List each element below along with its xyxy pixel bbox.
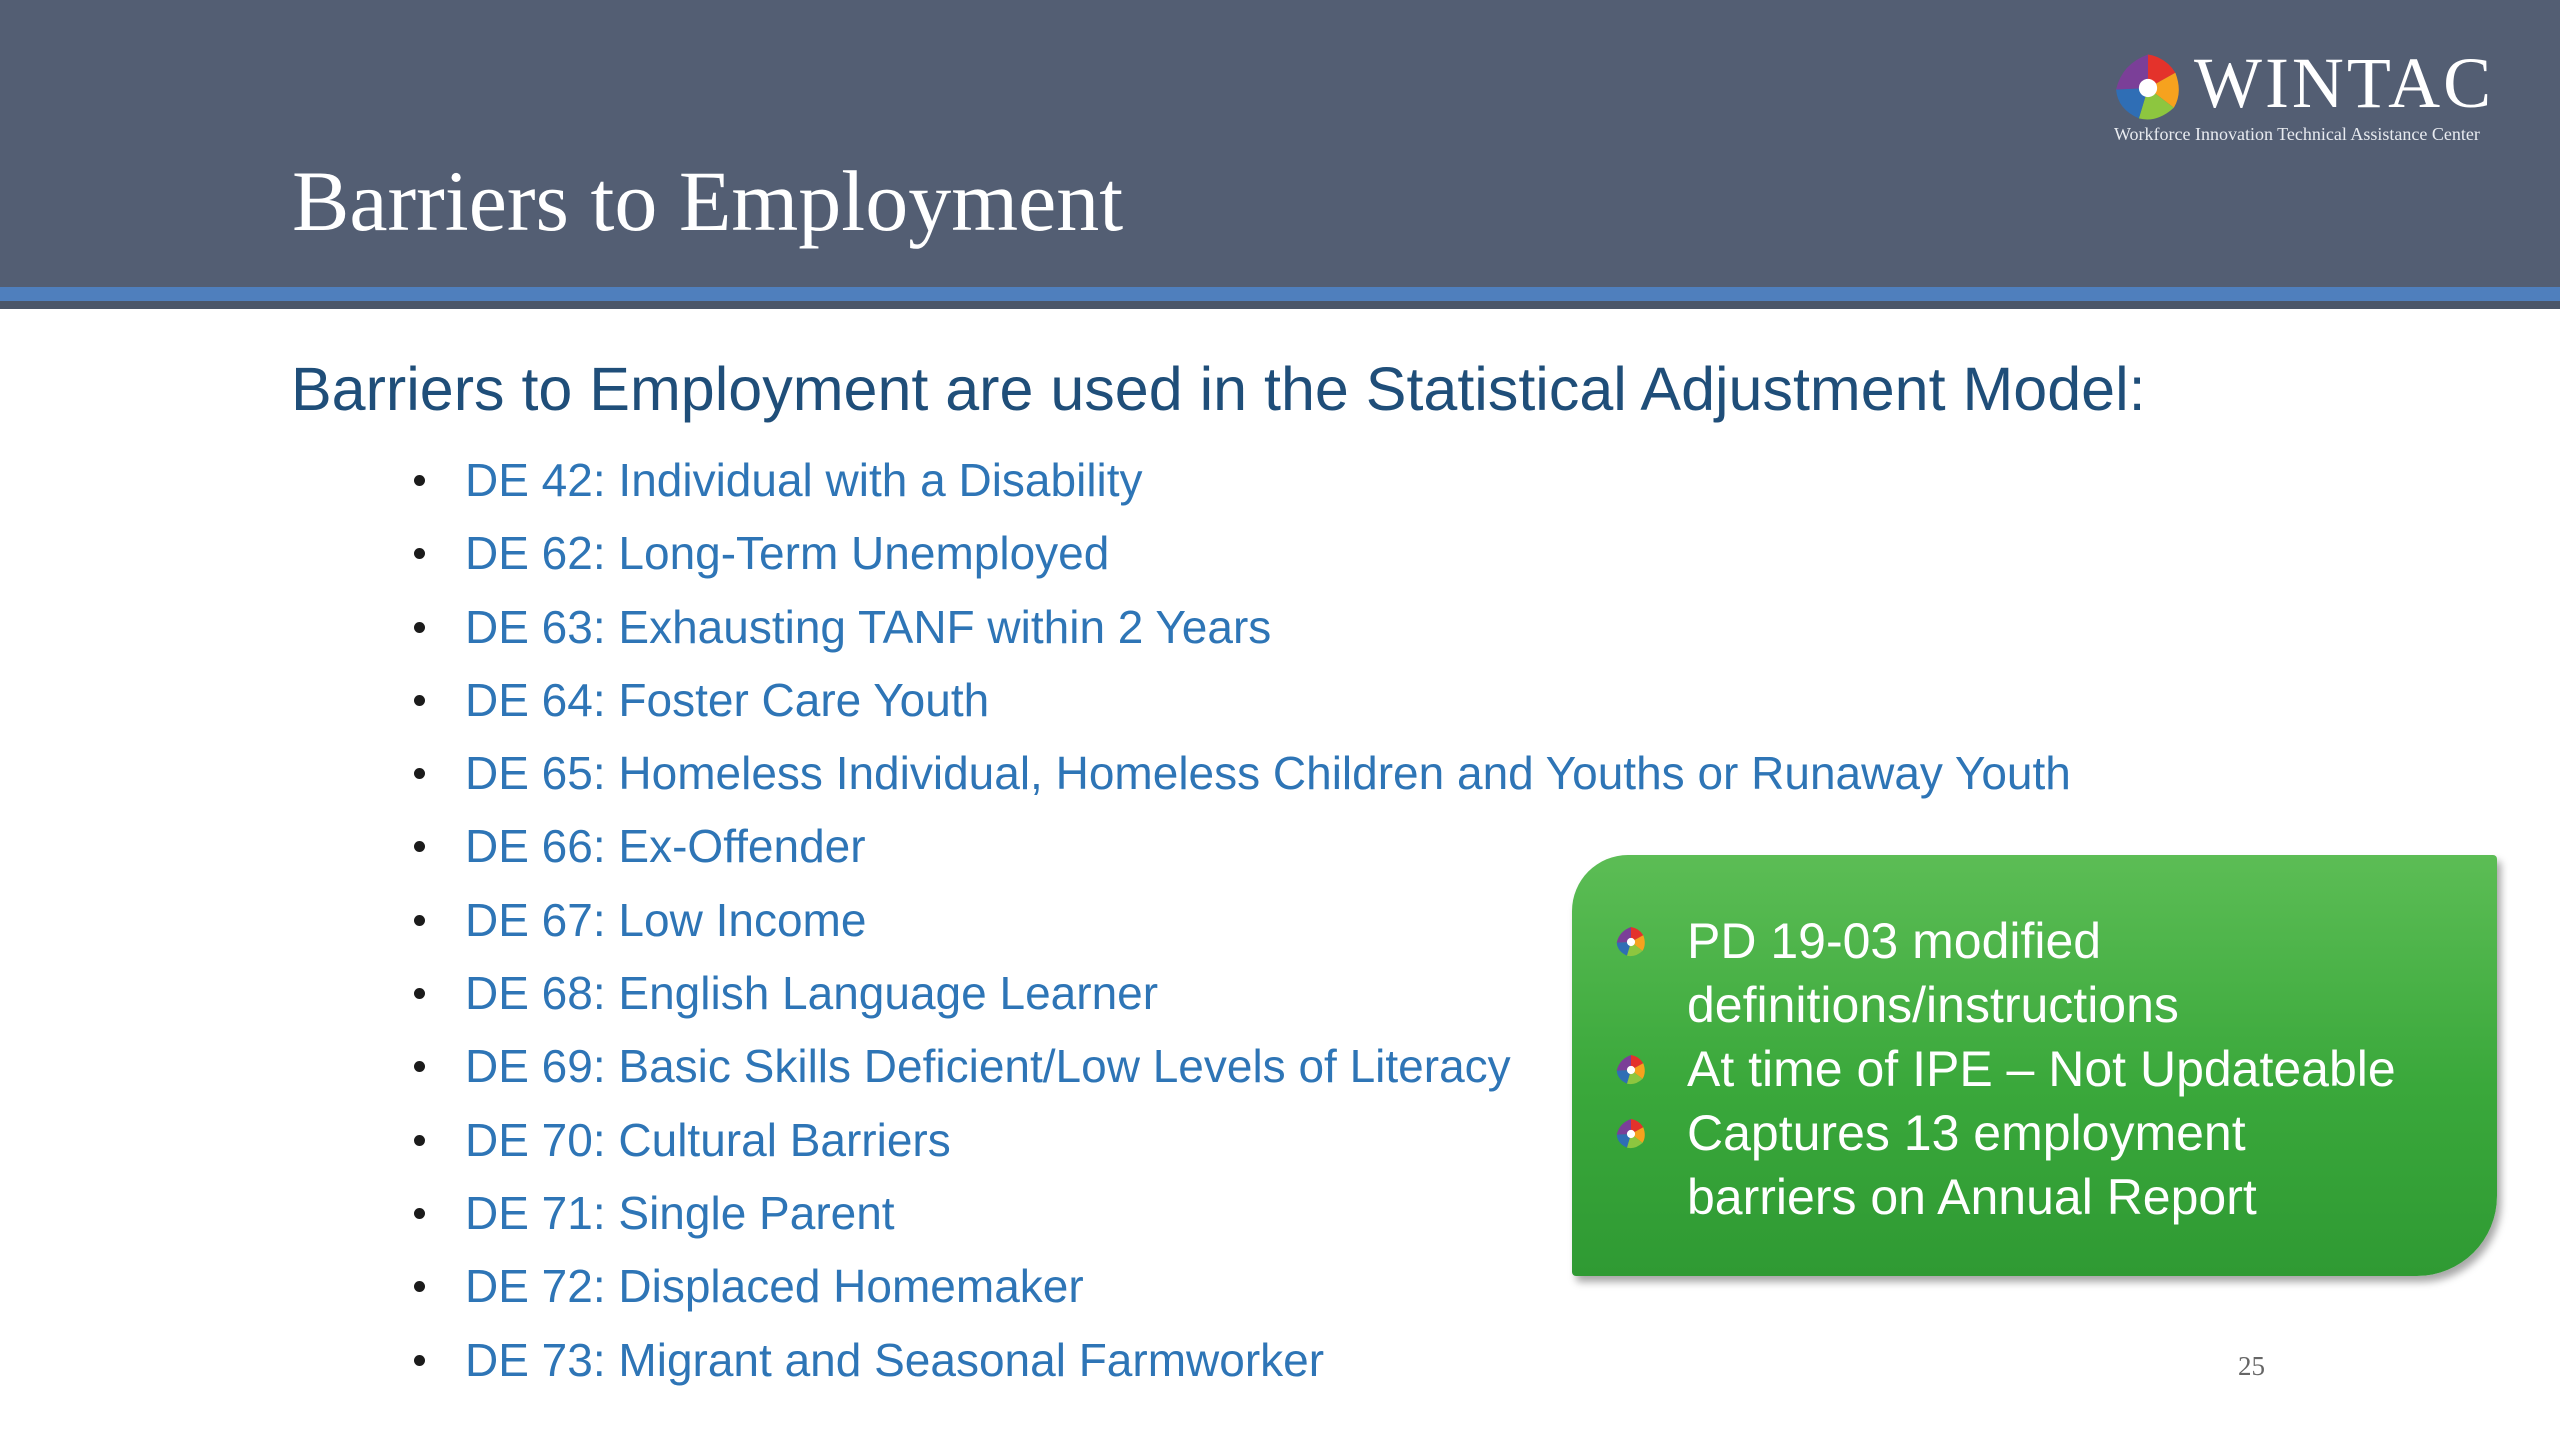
bullet-icon xyxy=(414,988,425,999)
list-item xyxy=(408,521,2071,594)
list-item-label: DE 66: Ex-Offender xyxy=(465,820,866,873)
list-item-label: DE 65: Homeless Individual, Homeless Children and Youths or Runaway Youth xyxy=(465,747,2071,800)
bullet-icon xyxy=(414,768,425,779)
bullet-icon xyxy=(414,1355,425,1366)
header-divider-shadow xyxy=(0,301,2560,309)
wintac-logo xyxy=(2110,43,2530,148)
bullet-icon xyxy=(414,475,425,486)
list-item xyxy=(408,668,2071,741)
bullet-icon xyxy=(414,1208,425,1219)
callout-text xyxy=(1687,1101,2257,1229)
callout-text xyxy=(1687,909,2179,1037)
callout-text xyxy=(1687,1037,2396,1101)
list-item-label: DE 63: Exhausting TANF within 2 Years xyxy=(465,600,1272,653)
callout-line: definitions/instructions xyxy=(1687,977,2179,1033)
list-item-label: DE 71: Single Parent xyxy=(465,1186,895,1239)
callout-line: Captures 13 employment xyxy=(1687,1105,2246,1161)
bullet-icon xyxy=(414,841,425,852)
list-item xyxy=(408,595,2071,668)
list-item-label: DE 67: Low Income xyxy=(465,893,867,946)
wintac-pinwheel-icon xyxy=(1614,1053,1648,1087)
list-item xyxy=(408,448,2071,521)
bullet-icon xyxy=(414,915,425,926)
bullet-icon xyxy=(414,1135,425,1146)
bullet-icon xyxy=(414,1281,425,1292)
callout-line: At time of IPE – Not Updateable xyxy=(1687,1041,2396,1097)
list-item-label: DE 69: Basic Skills Deficient/Low Levels of Literacy xyxy=(465,1040,1511,1093)
list-item-label: DE 68: English Language Learner xyxy=(465,967,1159,1020)
list-item-label: DE 62: Long-Term Unemployed xyxy=(465,527,1110,580)
callout-box xyxy=(1572,855,2497,1276)
bullet-icon xyxy=(414,1061,425,1072)
list-item-label: DE 42: Individual with a Disability xyxy=(465,454,1143,506)
logo-wordmark: WINTAC xyxy=(2194,43,2495,123)
list-item-label: DE 64: Foster Care Youth xyxy=(465,673,990,726)
slide-subtitle: Barriers to Employment are used in the Statistical Adjustment Model: xyxy=(291,355,2146,423)
wintac-pinwheel-icon xyxy=(2110,50,2186,126)
slide-title: Barriers to Employment xyxy=(292,153,1124,249)
list-item xyxy=(408,1328,2071,1401)
list-item-label: DE 73: Migrant and Seasonal Farmworker xyxy=(465,1333,1325,1386)
list-item xyxy=(408,741,2071,814)
list-item-label: DE 70: Cultural Barriers xyxy=(465,1113,951,1166)
logo-tagline: Workforce Innovation Technical Assistance Center xyxy=(2114,124,2480,144)
bullet-icon xyxy=(414,695,425,706)
bullet-icon xyxy=(414,548,425,559)
page-number: 25 xyxy=(2238,1351,2265,1381)
bullet-icon xyxy=(414,622,425,633)
wintac-pinwheel-icon xyxy=(1614,925,1648,959)
callout-line: PD 19-03 modified xyxy=(1687,913,2102,969)
wintac-pinwheel-icon xyxy=(1614,1117,1648,1151)
list-item-label: DE 72: Displaced Homemaker xyxy=(465,1260,1084,1313)
callout-line: barriers on Annual Report xyxy=(1687,1169,2257,1225)
header-divider xyxy=(0,287,2560,301)
